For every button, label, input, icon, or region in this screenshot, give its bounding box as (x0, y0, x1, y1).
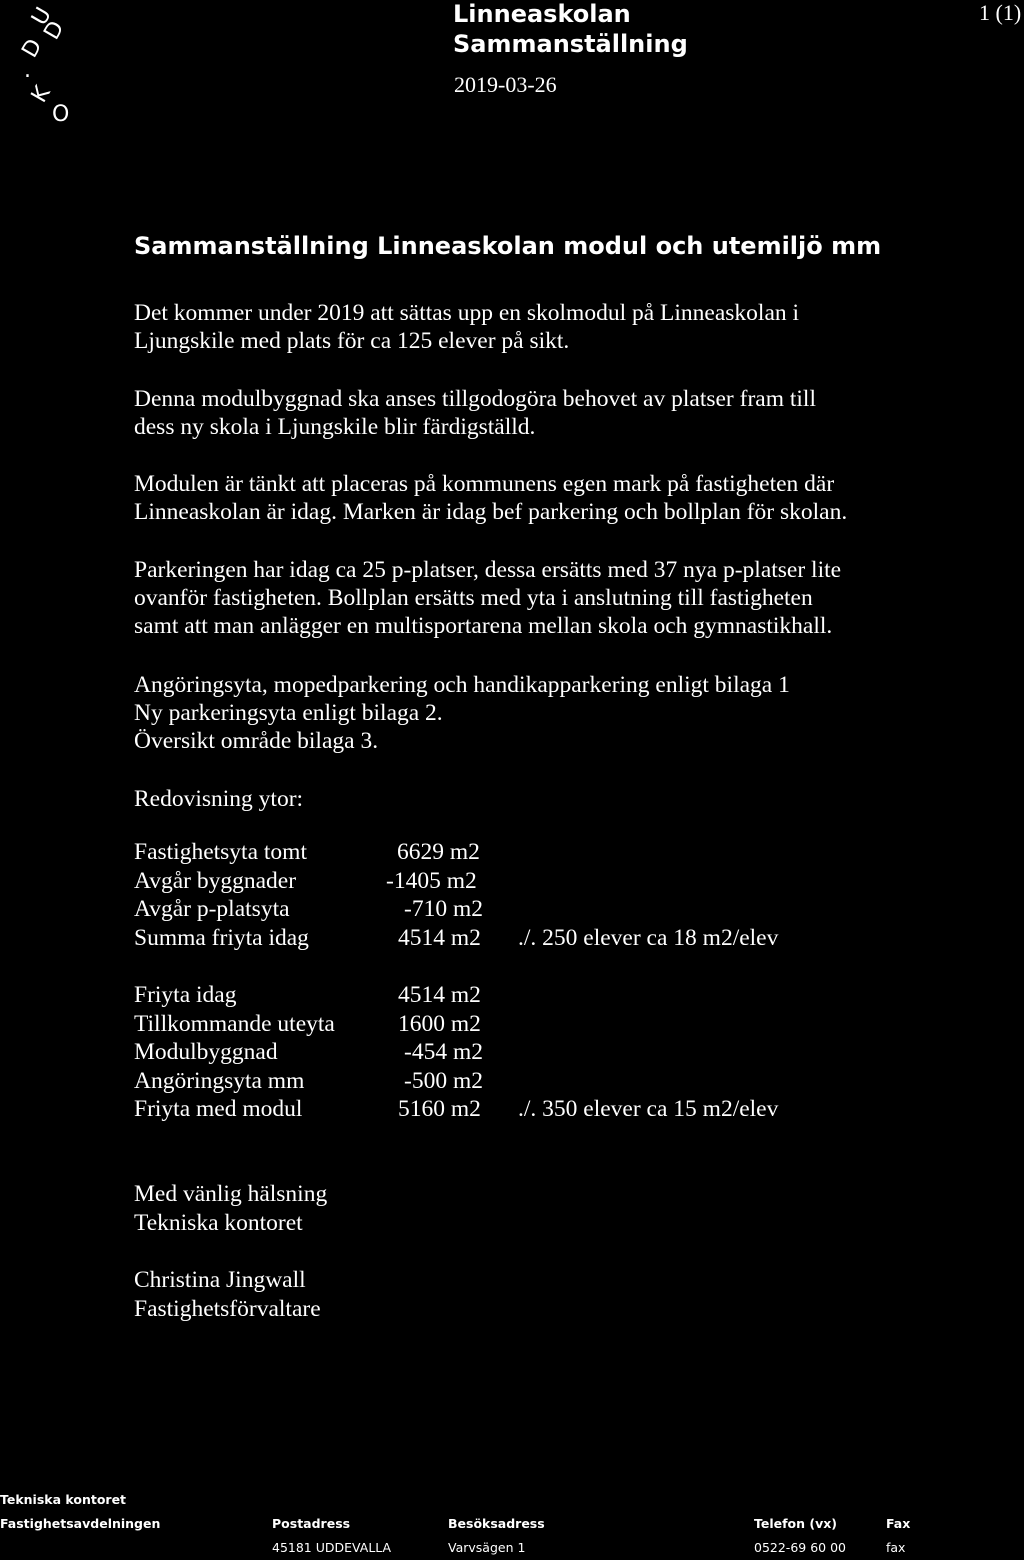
area-label: Modulbyggnad (134, 1039, 278, 1065)
signature-block (134, 1266, 321, 1324)
redovisning-title: Redovisning ytor: (134, 786, 304, 812)
paragraph-4 (134, 556, 841, 640)
area-value: -454 m2 (404, 1039, 483, 1065)
area-note: ./. 350 elever ca 15 m2/elev (518, 1096, 779, 1122)
footer-value: 45181 UDDEVALLA (272, 1540, 392, 1555)
signatory-role: Fastighetsförvaltare (134, 1296, 321, 1322)
area-row (382, 838, 778, 867)
area-row (382, 1095, 778, 1124)
page-number: 1 (1) (979, 0, 1022, 25)
footer-phone (754, 1512, 846, 1560)
header-date: 2019-03-26 (454, 72, 557, 97)
area-table-1-values (382, 838, 778, 952)
header-subtitle: Sammanställning (453, 30, 688, 58)
area-label: Avgår byggnader (134, 867, 297, 894)
area-value: 5160 m2 (398, 1096, 481, 1122)
paragraph-line: Ljungskile med plats för ca 125 elever på sikt. (134, 328, 570, 354)
signatory-name: Christina Jingwall (134, 1267, 306, 1293)
paragraph-line: Modulen är tänkt att placeras på kommunens egen mark på fastigheten där (134, 471, 835, 497)
paragraph-line: Parkeringen har idag ca 25 p-platser, dessa ersätts med 37 nya p-platser lite (134, 557, 842, 583)
area-value: 4514 m2 (398, 924, 481, 951)
footer-label: Besöksadress (448, 1516, 545, 1531)
paragraph-line: Ny parkeringsyta enligt bilaga 2. (134, 700, 443, 726)
paragraph-line: ovanför fastigheten. Bollplan ersätts med yta i anslutning till fastigheten (134, 585, 813, 611)
paragraph-5 (134, 671, 790, 755)
stamp-letter: O (52, 102, 70, 127)
area-table-2-labels (134, 981, 335, 1124)
paragraph-line: Angöringsyta, mopedparkering och handikapparkering enligt bilaga 1 (134, 672, 790, 698)
area-label: Angöringsyta mm (134, 1067, 305, 1094)
stamp-letter: D (39, 16, 70, 45)
footer-visit-address (448, 1512, 545, 1560)
closing-block (134, 1180, 327, 1238)
area-table-1-labels (134, 838, 309, 952)
area-label: Tillkommande uteyta (134, 1010, 335, 1037)
area-row (382, 1010, 778, 1039)
stamp-letter: K (26, 81, 56, 108)
area-row (382, 895, 778, 924)
area-row (382, 1067, 778, 1096)
area-value: -500 m2 (404, 1067, 483, 1094)
footer-organisation (0, 1488, 160, 1536)
paragraph-line: Linneaskolan är idag. Marken är idag bef parkering och bollplan för skolan. (134, 499, 848, 525)
area-row (382, 924, 778, 953)
area-label: Fastighetsyta tomt (134, 839, 307, 865)
area-value: -1405 m2 (386, 867, 477, 894)
area-table-2-values (382, 981, 778, 1124)
footer-fax (886, 1512, 910, 1560)
registration-stamp (6, 3, 76, 127)
stamp-letter: U (27, 3, 57, 30)
footer-value: 0522-69 60 00 (754, 1540, 846, 1555)
paragraph-3 (134, 470, 847, 526)
footer-value: fax (886, 1540, 906, 1555)
stamp-letter: D (17, 34, 48, 63)
area-label: Friyta idag (134, 982, 237, 1008)
area-note: ./. 250 elever ca 18 m2/elev (518, 924, 779, 951)
footer-label: Postadress (272, 1516, 351, 1531)
document-heading: Sammanställning Linneaskolan modul och utemiljö mm (134, 232, 882, 260)
area-row (382, 1038, 778, 1067)
area-label: Friyta med modul (134, 1096, 303, 1122)
footer-postal-address (272, 1512, 391, 1560)
paragraph-line: Översikt område bilaga 3. (134, 728, 379, 754)
paragraph-line: samt att man anlägger en multisportarena mellan skola och gymnastikhall. (134, 613, 833, 639)
area-value: 6629 m2 (397, 839, 480, 865)
paragraph-2 (134, 385, 816, 441)
paragraph-1 (134, 299, 799, 355)
area-row (382, 867, 778, 896)
paragraph-line: Det kommer under 2019 att sättas upp en skolmodul på Linneaskolan i (134, 300, 800, 326)
paragraph-line: dess ny skola i Ljungskile blir färdigställd. (134, 414, 536, 440)
footer-label: Telefon (vx) (754, 1516, 838, 1531)
area-label: Summa friyta idag (134, 924, 309, 951)
paragraph-line: Denna modulbyggnad ska anses tillgodogöra behovet av platser fram till (134, 386, 816, 412)
area-value: 4514 m2 (398, 982, 481, 1008)
footer-org-line: Fastighetsavdelningen (0, 1516, 161, 1531)
header-title: Linneaskolan (453, 0, 631, 28)
stamp-dot: . (24, 58, 31, 83)
area-label: Avgår p-platsyta (134, 896, 290, 922)
area-value: -710 m2 (404, 896, 483, 922)
closing-greeting: Med vänlig hälsning (134, 1181, 328, 1207)
closing-office: Tekniska kontoret (134, 1210, 303, 1236)
footer-label: Fax (886, 1516, 911, 1531)
footer-value: Varvsägen 1 (448, 1540, 526, 1555)
area-value: 1600 m2 (398, 1010, 481, 1037)
footer-org-line: Tekniska kontoret (0, 1492, 127, 1507)
area-row (382, 981, 778, 1010)
